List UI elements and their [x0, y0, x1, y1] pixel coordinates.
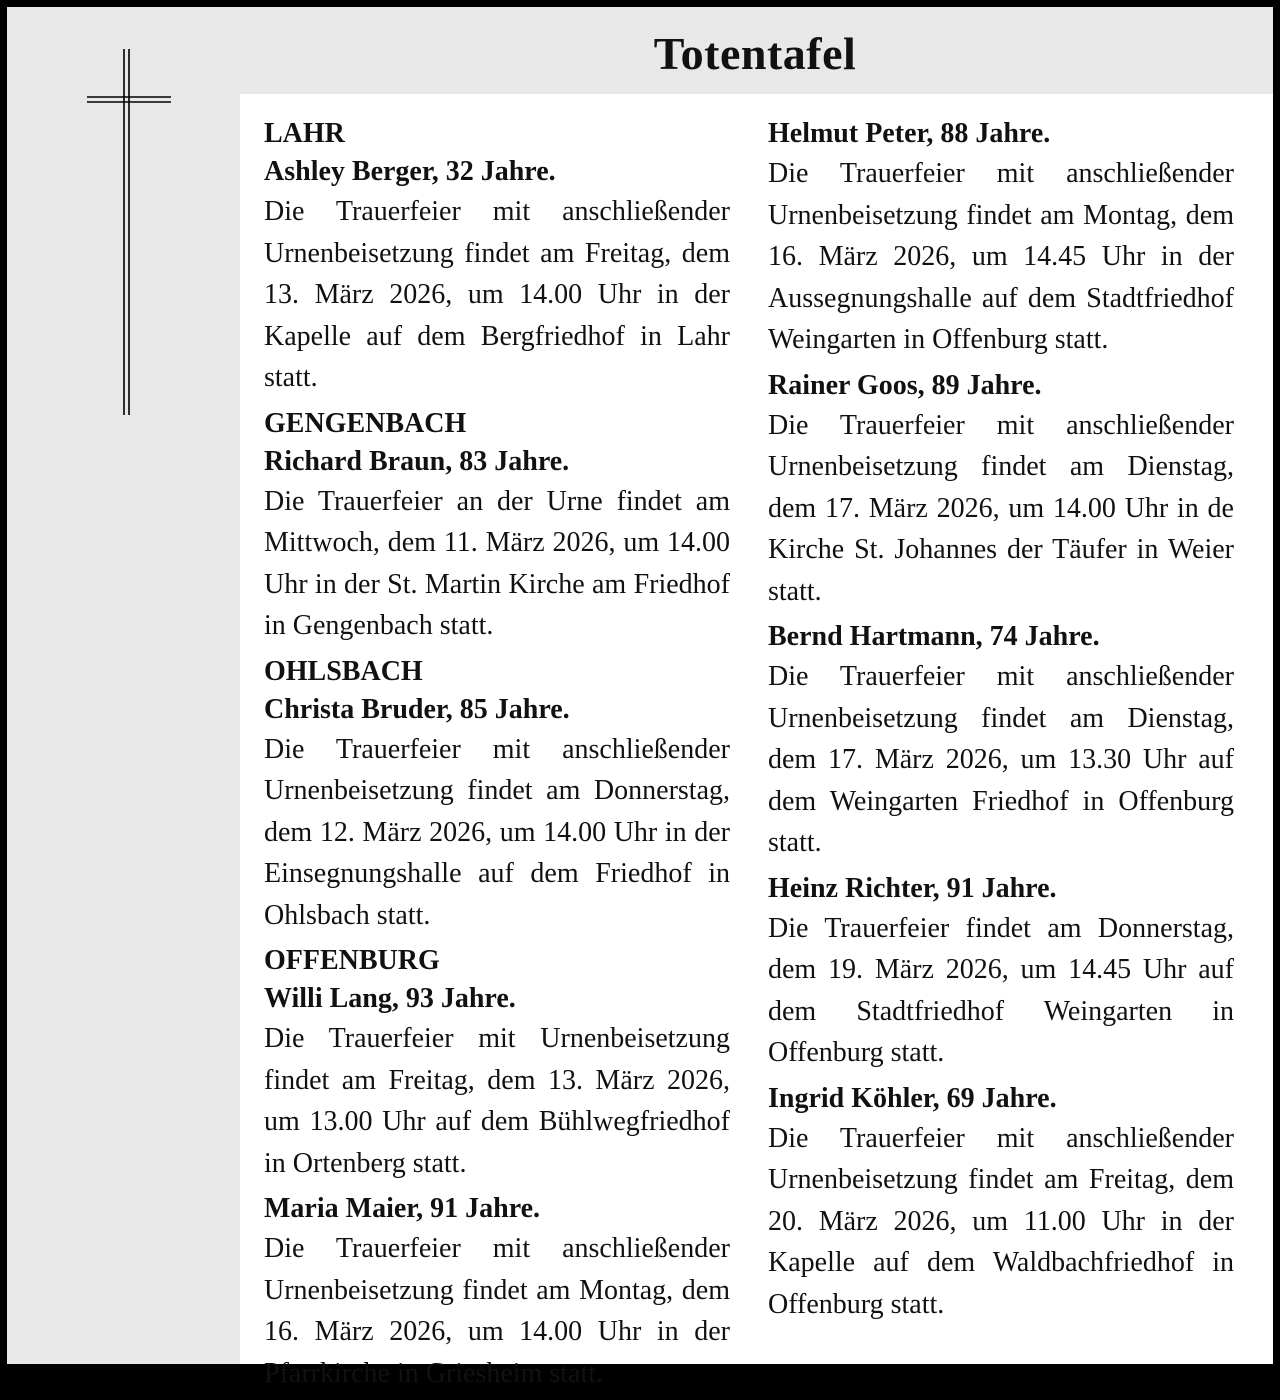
notice-text: Die Trauerfeier mit anschließender Urnenbeisetzung findet am Dienstag, dem 17. März 2026, um 14.00 Uhr in de Kirche St. Johannes der Täufer in Weier statt. — [768, 409, 1234, 607]
deceased-name: Ingrid Köhler, 69 Jahre. — [768, 1082, 1057, 1114]
deceased-name: Richard Braun, 83 Jahre. — [264, 445, 570, 477]
notice-entry — [264, 942, 730, 1184]
notice-text: Die Trauerfeier findet am Donnerstag, dem 19. März 2026, um 14.45 Uhr auf dem Stadtfriedhof Weingarten in Offenburg statt. — [768, 912, 1234, 1068]
notice-entry — [768, 367, 1234, 613]
town-heading: OFFENBURG — [264, 945, 440, 976]
notice-text: Die Trauerfeier mit anschließender Urnenbeisetzung findet am Montag, dem 16. März 2026, um 14.45 Uhr in der Aussegnungshalle auf dem Stadtfriedhof Weingarten in Offenburg statt. — [768, 158, 1234, 355]
notice-text: Die Trauerfeier mit anschließender Urnenbeisetzung findet am Donnerstag, dem 12. März 2026, um 14.00 Uhr in der Einsegnungshalle auf dem Friedhof in Ohlsbach statt. — [264, 733, 730, 931]
notice-entry — [264, 115, 730, 399]
deceased-name: Rainer Goos, 89 Jahre. — [768, 369, 1042, 401]
deceased-name: Helmut Peter, 88 Jahre. — [768, 118, 1051, 149]
notice-text: Die Trauerfeier an der Urne findet am Mittwoch, dem 11. März 2026, um 14.00 Uhr in der St. Martin Kirche am Friedhof in Gengenbach statt. — [264, 485, 730, 641]
deceased-name: Ashley Berger, 32 Jahre. — [264, 156, 556, 187]
town-heading: OHLSBACH — [264, 655, 423, 687]
notice-entry — [768, 618, 1234, 864]
notice-entry — [264, 653, 730, 937]
notices-panel — [240, 94, 1273, 1389]
deceased-name: Bernd Hartmann, 74 Jahre. — [768, 621, 1100, 652]
notice-text: Die Trauerfeier mit anschließender Urnenbeisetzung findet am Montag, dem 16. März 2026, um 14.00 Uhr in der Pfarrkirche in Griesheim statt. — [264, 1233, 730, 1389]
deceased-name: Heinz Richter, 91 Jahre. — [768, 872, 1057, 904]
town-heading: GENGENBACH — [264, 407, 467, 439]
notice-entry — [768, 1080, 1234, 1326]
notice-text: Die Trauerfeier mit anschließender Urnenbeisetzung findet am Freitag, dem 13. März 2026, um 14.00 Uhr in der Kapelle auf dem Bergfriedhof in Lahr statt. — [264, 196, 730, 393]
left-column — [264, 115, 730, 1400]
notice-entry — [264, 405, 730, 647]
notice-entry — [768, 870, 1234, 1074]
page-title: Totentafel — [653, 28, 857, 79]
notice-text: Die Trauerfeier mit Urnenbeisetzung findet am Freitag, dem 13. März 2026, um 13.00 Uhr auf dem Bühlwegfriedhof in Ortenberg statt. — [264, 1023, 730, 1179]
notice-text: Die Trauerfeier mit anschließender Urnenbeisetzung findet am Dienstag, dem 17. März 2026, um 13.30 Uhr auf dem Weingarten Friedhof in Offenburg statt. — [768, 661, 1234, 858]
notice-entry — [264, 1190, 730, 1394]
town-heading: LAHR — [264, 118, 345, 149]
deceased-name: Christa Bruder, 85 Jahre. — [264, 693, 570, 725]
deceased-name: Willi Lang, 93 Jahre. — [264, 983, 516, 1014]
notice-entry — [768, 115, 1234, 361]
deceased-name: Maria Maier, 91 Jahre. — [264, 1193, 541, 1224]
cross-icon — [79, 43, 179, 423]
notice-text: Die Trauerfeier mit anschließender Urnenbeisetzung findet am Freitag, dem 20. März 2026, um 11.00 Uhr in der Kapelle auf dem Waldbachfriedhof in Offenburg statt. — [768, 1122, 1234, 1320]
right-column — [768, 115, 1234, 1331]
